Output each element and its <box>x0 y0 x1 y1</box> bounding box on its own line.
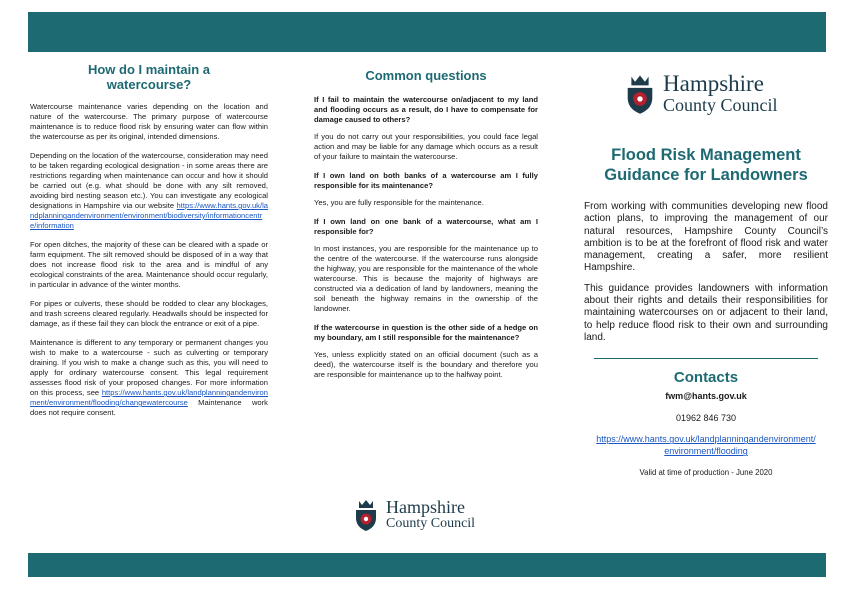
paragraph: For open ditches, the majority of these can be cleared with a spade or farm equipment. The silt removed should be disposed of in a way that does not increase flood risk to the area and is mindful of any ecological constraints of the area. Maintenance should occur regularly, in particular in advance of the winter months. <box>30 240 268 289</box>
question: If I fail to maintain the watercourse on/adjacent to my land and flooding occurs as a result, do I have to compensate for damage caused to others? <box>314 95 538 124</box>
left-column <box>30 62 268 427</box>
intro-paragraph: From working with communities developing new flood action plans, to improving the management of our natural resources, Hampshire County Council’s ambition is to be at the forefront of flood risk and water management, creating a safer, more resilient Hampshire. <box>584 201 828 274</box>
crest-icon <box>624 73 656 115</box>
paragraph: For pipes or culverts, these should be rodded to clear any blockages, and trash screens cleared regularly. Headwalls should be inspected for damage, as if these fail they can block the entrance or exit of a pipe. <box>30 299 268 328</box>
answer: In most instances, you are responsible for the maintenance up to the centre of the watercourse. If the watercourse runs alongside the highway, you are responsible for the maintenance of the whole watercourse. This is because the majority of highways are constructed via a dedication of land by landowners, meaning the soil beneath the highway remains in the ownership of the landowner. <box>314 244 538 313</box>
bottom-banner <box>28 553 826 577</box>
divider <box>594 358 818 359</box>
page-title: Flood Risk Management Guidance for Landowners <box>604 146 808 184</box>
contacts-heading: Contacts <box>673 369 739 387</box>
paragraph-tail: Maintenance work does not require consent. <box>30 398 268 417</box>
biodiversity-link[interactable]: https://www.hants.gov.uk/landplanningandenvironment/environment/biodiversity/informationcentre/information <box>30 201 268 230</box>
question: If I own land on both banks of a watercourse am I fully responsible for its maintenance? <box>314 171 538 190</box>
logo-subtitle: County Council <box>386 516 476 531</box>
logo-text <box>663 72 778 115</box>
logo-name: Hampshire <box>386 497 465 517</box>
paragraph <box>30 151 268 231</box>
right-column <box>584 72 828 479</box>
flooding-link[interactable]: https://www.hants.gov.uk/landplanningandenvironment/environment/flooding <box>596 434 816 457</box>
intro-paragraph: This guidance provides landowners with information about their rights and details their responsibilities for maintaining watercourses on or adjacent to their land, to help reduce flood risk to their own and surrounding land. <box>584 282 828 343</box>
validity-note: Valid at time of production - June 2020 <box>639 468 773 478</box>
watercourse-consent-link[interactable]: https://www.hants.gov.uk/landplanningandenvironment/environment/flooding/changewatercourse <box>30 388 268 407</box>
logo-subtitle: County Council <box>663 95 778 115</box>
paragraph <box>30 338 268 418</box>
question: If I own land on one bank of a watercourse, what am I responsible for? <box>314 217 538 236</box>
paragraph: Watercourse maintenance varies depending on the location and nature of the watercourse. The primary purpose of watercourse maintenance is to reduce flood risk by ensuring water can flow within the watercourse as per its original, intended dimensions. <box>30 102 268 141</box>
logo-name: Hampshire <box>663 71 764 96</box>
hampshire-logo-small <box>353 498 475 532</box>
hampshire-logo <box>624 72 828 115</box>
common-questions-heading: Common questions <box>365 68 487 83</box>
paragraph-text: Maintenance is different to any temporary or permanent changes you wish to make to a watercourse - such as culverting or temporary draining. If you wish to make a change such as this, you will need to apply for ordinary watercourse consent. This legal requirement assesses flood risk of your proposed changes. For more information on this process, see <box>30 338 268 397</box>
answer: Yes, you are fully responsible for the maintenance. <box>314 198 484 207</box>
contact-email[interactable]: fwm@hants.gov.uk <box>665 391 747 402</box>
question: If the watercourse in question is the other side of a hedge on my boundary, am I still responsible for the maintenance? <box>314 323 538 342</box>
top-banner <box>28 12 826 52</box>
paragraph-text: Depending on the location of the watercourse, consideration may need to be taken regarding ecological designation - in some areas there are restrictions regarding when maintenance can occur and how it should be carried out (e.g. what should be done with any silt removed, avoiding bird nesting season etc.). You can investigate any ecological designations in Hampshire via our website <box>30 151 268 210</box>
answer: If you do not carry out your responsibilities, you could face legal action and may be liable for any damage which occurs as a result of your failure to maintain the watercourse. <box>314 132 538 161</box>
crest-icon <box>353 498 379 532</box>
middle-column <box>314 62 538 389</box>
maintain-heading: How do I maintain a watercourse? <box>87 62 211 92</box>
answer: Yes, unless explicitly stated on an official document (such as a deed), the watercourse itself is the boundary and therefore you are responsible for maintenance up to the halfway point. <box>314 350 538 379</box>
contact-phone: 01962 846 730 <box>675 413 737 424</box>
logo-text <box>386 498 475 532</box>
